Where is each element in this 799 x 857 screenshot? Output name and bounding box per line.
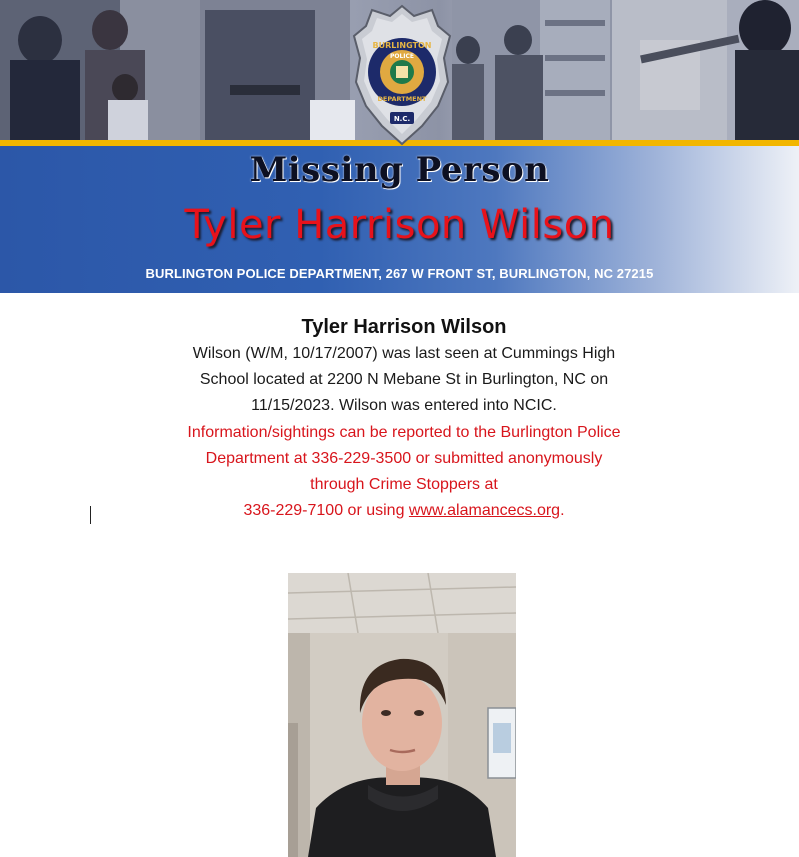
body-heading: Tyler Harrison Wilson [301,316,507,338]
description-line: 11/15/2023. Wilson was entered into NCIC. [251,397,557,415]
badge-mid-text: POLICE [389,53,415,60]
description-line: Wilson (W/M, 10/17/2007) was last seen at Cummings High [192,345,616,362]
report-line: Information/sightings can be reported to the Burlington Police [187,423,621,441]
text-cursor [90,506,91,524]
description-line: School located at 2200 N Mebane St in Burlington, NC on [199,371,609,389]
contact-suffix: . [560,502,565,520]
flyer-title: Missing Person [249,150,550,190]
description-block [130,313,678,524]
crime-stoppers-link[interactable]: www.alamancecs.org [408,502,561,520]
report-line: through Crime Stoppers at [310,476,498,494]
police-badge-icon [352,2,452,148]
badge-top-text: BURLINGTON [372,41,432,50]
contact-line [130,498,678,524]
missing-person-photo [288,573,516,857]
badge-bottom-text: DEPARTMENT [377,95,427,103]
department-address: BURLINGTON POLICE DEPARTMENT, 267 W FRONT ST, BURLINGTON, NC 27215 [145,266,654,281]
report-line: Department at 336-229-3500 or submitted anonymously [205,449,603,467]
badge-state-text: N.C. [393,115,411,123]
crime-stoppers-phone: 336-229-7100 or using [243,502,409,520]
missing-person-name: Tyler Harrison Wilson [184,202,615,248]
